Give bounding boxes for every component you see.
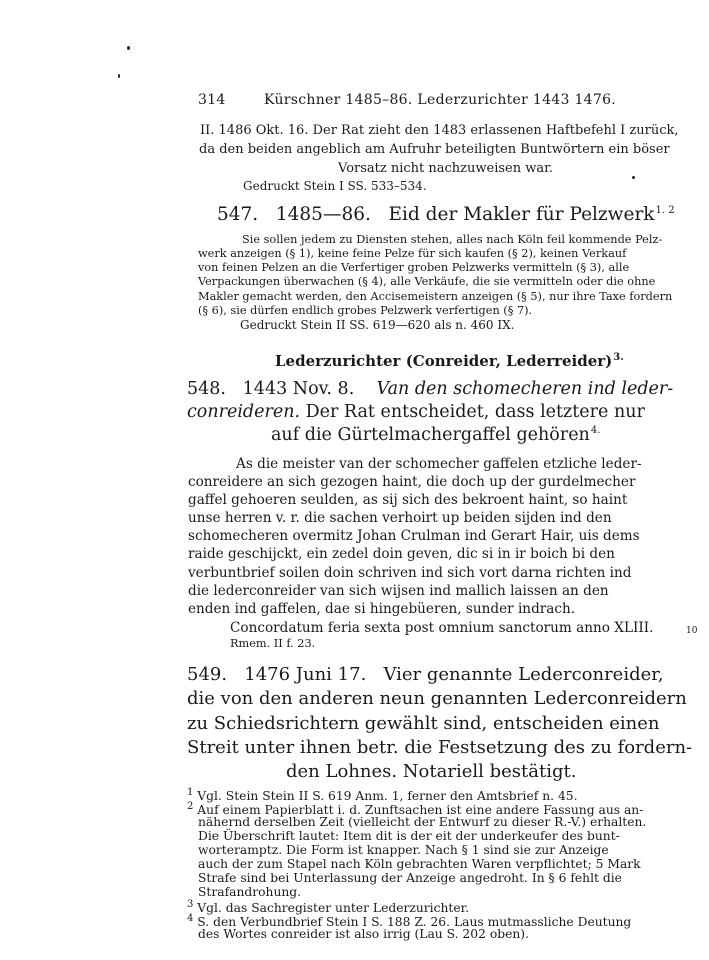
text-line: conreidere an sich gezogen haint, die doch up der gurdelmecher	[188, 474, 636, 490]
text-line: da den beiden angeblich am Aufruhr beteiligten Buntwörtern ein böser	[199, 142, 670, 157]
entry-title: Vier genannte Lederconreider,	[383, 664, 664, 685]
footnote-text: Vgl. das Sachregister unter Lederzurichter.	[197, 901, 470, 916]
running-header	[198, 92, 616, 108]
running-title: Kürschner 1485–86. Lederzurichter 1443 1476.	[264, 92, 617, 108]
text-line: As die meister van der schomecher gaffelen etzliche leder-	[236, 456, 642, 472]
entry-heading	[187, 664, 664, 685]
entry-title-line: die von den anderen neun genannten Lederconreidern	[187, 688, 687, 709]
footnote-text: Strafe sind bei Unterlassung der Anzeige angedroht. In § 6 fehlt die	[198, 871, 622, 885]
text-line: II. 1486 Okt. 16. Der Rat zieht den 1483 erlassenen Haftbefehl I zurück,	[200, 123, 679, 138]
entry-heading	[217, 204, 675, 225]
entry-title-roman: Der Rat entscheidet, dass letztere nur	[300, 402, 645, 422]
source-citation: Gedruckt Stein I SS. 533–534.	[243, 179, 427, 193]
entry-date: 1485—86.	[275, 204, 371, 225]
entry-title: Eid der Makler für Pelzwerk	[388, 204, 655, 225]
entry-heading-line	[271, 425, 600, 445]
source-citation: Gedruckt Stein II SS. 619—620 als n. 460 IX.	[240, 318, 515, 332]
footnote-text: nähernd derselben Zeit (vielleicht der Entwurf zu dieser R.-V.) erhalten.	[198, 815, 647, 829]
entry-title-line: Streit unter ihnen betr. die Festsetzung des zu fordern-	[187, 737, 693, 758]
entry-title-roman: auf die Gürtelmachergaffel gehören	[271, 425, 590, 445]
footnote-text: Auf einem Papierblatt i. d. Zunftsachen ist eine andere Fassung aus an-	[197, 803, 644, 818]
scan-speck	[118, 74, 120, 78]
footnote-mark: 2	[187, 801, 194, 812]
section-heading	[275, 352, 624, 370]
text-line: unse herren v. r. die sachen verhoirt up beiden sijden ind den	[188, 510, 612, 526]
scan-speck	[127, 46, 130, 50]
closing-line: Concordatum feria sexta post omnium sanctorum anno XLIII.	[230, 620, 654, 636]
footnote-mark: 1	[187, 787, 194, 798]
entry-title-line: den Lohnes. Notariell bestätigt.	[286, 761, 577, 782]
section-title: Lederzurichter	[275, 352, 401, 370]
regest-line: von feinen Pelzen an die Verfertiger groben Pelzwerks vermitteln (§ 3), alle	[198, 261, 630, 274]
footnote-text: S. den Verbundbrief Stein I S. 188 Z. 26. Laus mutmassliche Deutung	[197, 915, 632, 930]
entry-number: 549.	[187, 664, 228, 685]
text-line: gaffel gehoeren seulden, as sij sich des bekroent haint, so haint	[188, 492, 628, 508]
entry-heading-line	[187, 402, 645, 422]
footnote-text: worteramptz. Die Form ist knapper. Nach § 1 sind sie zur Anzeige	[198, 843, 609, 857]
regest-line: Verpackungen überwachen (§ 4), alle Verkäufe, die sie vermitteln oder die ohne	[198, 275, 656, 288]
regest-line: Sie sollen jedem zu Diensten stehen, alles nach Köln feil kommende Pelz-	[242, 233, 663, 246]
footnote-mark: 4	[187, 913, 194, 924]
section-subtitle: (Conreider, Lederreider)	[405, 352, 613, 370]
footnote-mark: 3	[187, 899, 194, 910]
entry-title-italic: conreideren.	[187, 402, 301, 422]
entry-heading	[187, 379, 673, 399]
text-line: verbuntbrief soilen doin schriven ind sich vort darna richten ind	[188, 565, 632, 581]
source-citation: Rmem. II f. 23.	[230, 637, 316, 650]
footnote-ref: 1. 2	[655, 204, 675, 216]
footnote-ref: 3.	[613, 352, 624, 363]
entry-title-line: zu Schiedsrichtern gewählt sind, entscheiden einen	[187, 713, 660, 734]
footnote-text: Die Überschrift lautet: Item dit is der eit der underkeufer des bunt-	[198, 829, 620, 843]
scan-speck	[632, 176, 635, 179]
line-number: 10	[686, 626, 698, 636]
entry-date: 1476 Juni 17.	[244, 664, 367, 685]
page-number: 314	[198, 92, 226, 108]
footnote-text: Vgl. Stein Stein II S. 619 Anm. 1, ferner den Amtsbrief n. 45.	[197, 789, 578, 804]
text-line: Vorsatz nicht nachzuweisen war.	[338, 161, 554, 176]
regest-line: Makler gemacht werden, den Accisemeistern anzeigen (§ 5), nur ihre Taxe fordern	[198, 290, 673, 303]
regest-line: werk anzeigen (§ 1), keine feine Pelze für sich kaufen (§ 2), keinen Verkauf	[198, 247, 627, 260]
regest-line: (§ 6), sie dürfen endlich grobes Pelzwerk verfertigen (§ 7).	[198, 304, 533, 317]
footnote-text: des Wortes conreider ist also irrig (Lau S. 202 oben).	[198, 927, 529, 941]
footnote-text: auch der zum Stapel nach Köln gebrachten Waren verpflichtet; 5 Mark	[198, 857, 641, 871]
entry-date: 1443 Nov. 8.	[242, 379, 355, 399]
text-line: schomecheren overmitz Johan Crulman ind Gerart Hair, uis dems	[188, 528, 640, 544]
text-line: raide geschijckt, ein zedel doin geven, dic si in ir boich bi den	[188, 546, 615, 562]
entry-title-italic: Van den schomecheren ind leder-	[376, 379, 674, 399]
entry-number: 548.	[187, 379, 226, 399]
footnote-ref: 4.	[590, 425, 601, 437]
entry-number: 547.	[217, 204, 259, 225]
footnote-text: Strafandrohung.	[198, 885, 302, 899]
text-line: enden ind gaffelen, dae si hingebüeren, sunder indrach.	[188, 601, 576, 617]
text-line: die lederconreider van sich wijsen ind mallich laissen an den	[188, 583, 609, 599]
